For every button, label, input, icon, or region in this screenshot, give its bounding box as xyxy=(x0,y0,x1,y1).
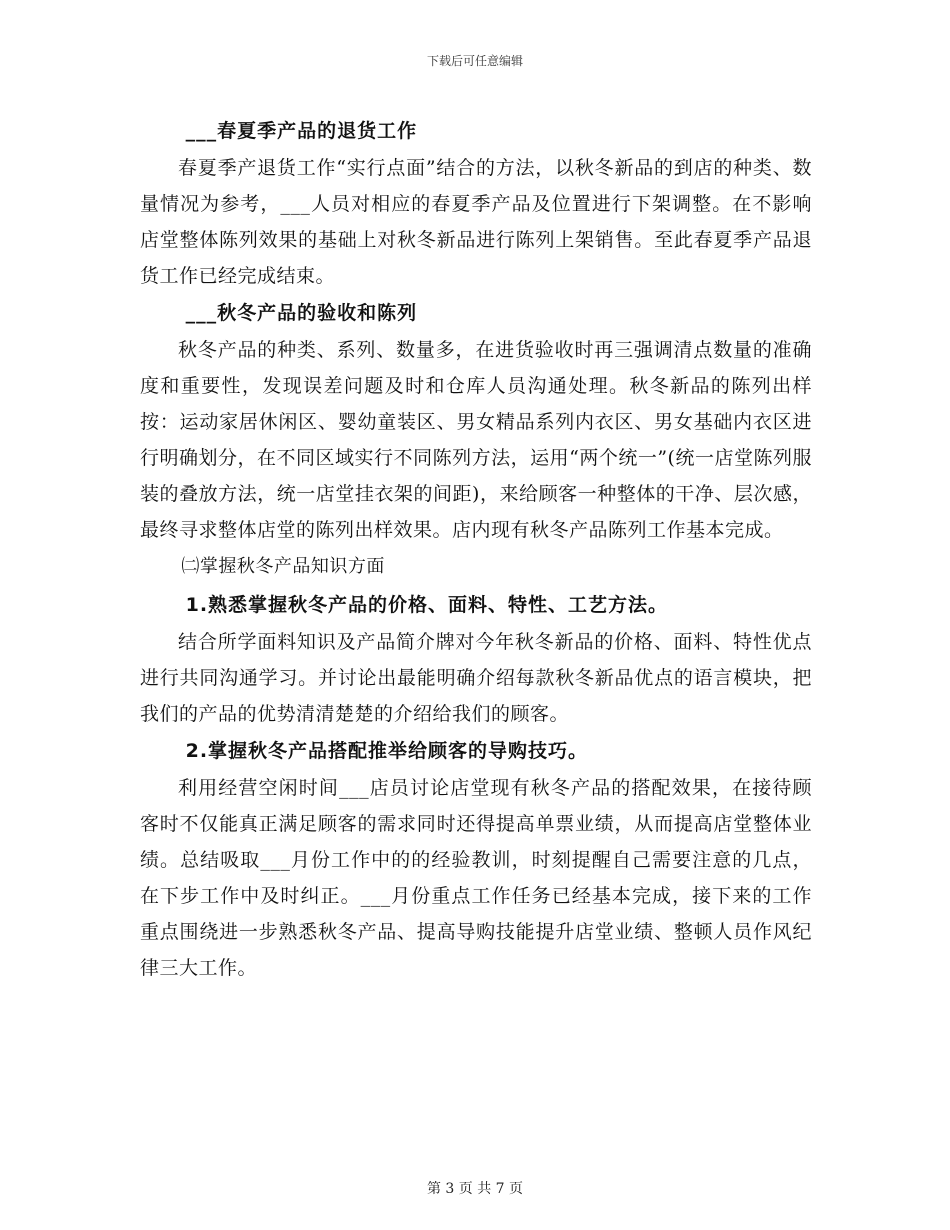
page-number: 第 3 页 共 7 页 xyxy=(426,1181,524,1197)
item-heading-sales-skills: 2.掌握秋冬产品搭配推举给顾客的导购技巧。 xyxy=(185,740,589,762)
item-heading-familiarize-products: 1.熟悉掌握秋冬产品的价格、面料、特性、工艺方法。 xyxy=(185,594,669,616)
paragraph-sales-skills: 利用经营空闲时间___店员讨论店堂现有秋冬产品的搭配效果，在接待顾客时不仅能真正满足顾客的需求同时还得提高单票业绩，从而提高店堂整体业绩。总结吸取___月份工作中的的经验教训，时刻提醒自己需要注意的几点，在下步工作中及时纠正。___月份重点工作任务已经基本完成，接下来的工作重点围绕进一步熟悉秋冬产品、提高导购技能提升店堂业绩、整顿人员作风纪律三大工作。 xyxy=(140,777,812,979)
document-body xyxy=(140,112,812,986)
paragraph-autumn-winter-inspection: 秋冬产品的种类、系列、数量多，在进货验收时再三强调清点数量的准确度和重要性，发现误差问题及时和仓库人员沟通处理。秋冬新品的陈列出样按：运动家居休闲区、婴幼童装区、男女精品系列内衣区、男女基础内衣区进行明确划分，在不同区域实行不同陈列方法，运用“两个统一”(统一店堂陈列服装的叠放方法，统一店堂挂衣架的间距)，来给顾客一种整体的干净、层次感，最终寻求整体店堂的陈列出样效果。店内现有秋冬产品陈列工作基本完成。 xyxy=(140,339,812,541)
page-header-note: 下载后可任意编辑 xyxy=(426,54,523,68)
section-subtitle-product-knowledge: ㈡掌握秋冬产品知识方面 xyxy=(181,556,385,577)
section-heading-autumn-winter-inspection: ___秋冬产品的验收和陈列 xyxy=(185,302,418,324)
paragraph-familiarize-products: 结合所学面料知识及产品简介牌对今年秋冬新品的价格、面料、特性优点进行共同沟通学习。并讨论出最能明确介绍每款秋冬新品优点的语言模块，把我们的产品的优势清清楚楚的介绍给我们的顾客。 xyxy=(140,631,812,725)
paragraph-spring-summer-returns: 春夏季产退货工作“实行点面”结合的方法，以秋冬新品的到店的种类、数量情况为参考，___人员对相应的春夏季产品及位置进行下架调整。在不影响店堂整体陈列效果的基础上对秋冬新品进行陈列上架销售。至此春夏季产品退货工作已经完成结束。 xyxy=(140,157,812,287)
section-heading-spring-summer-returns: ___春夏季产品的退货工作 xyxy=(185,120,418,142)
